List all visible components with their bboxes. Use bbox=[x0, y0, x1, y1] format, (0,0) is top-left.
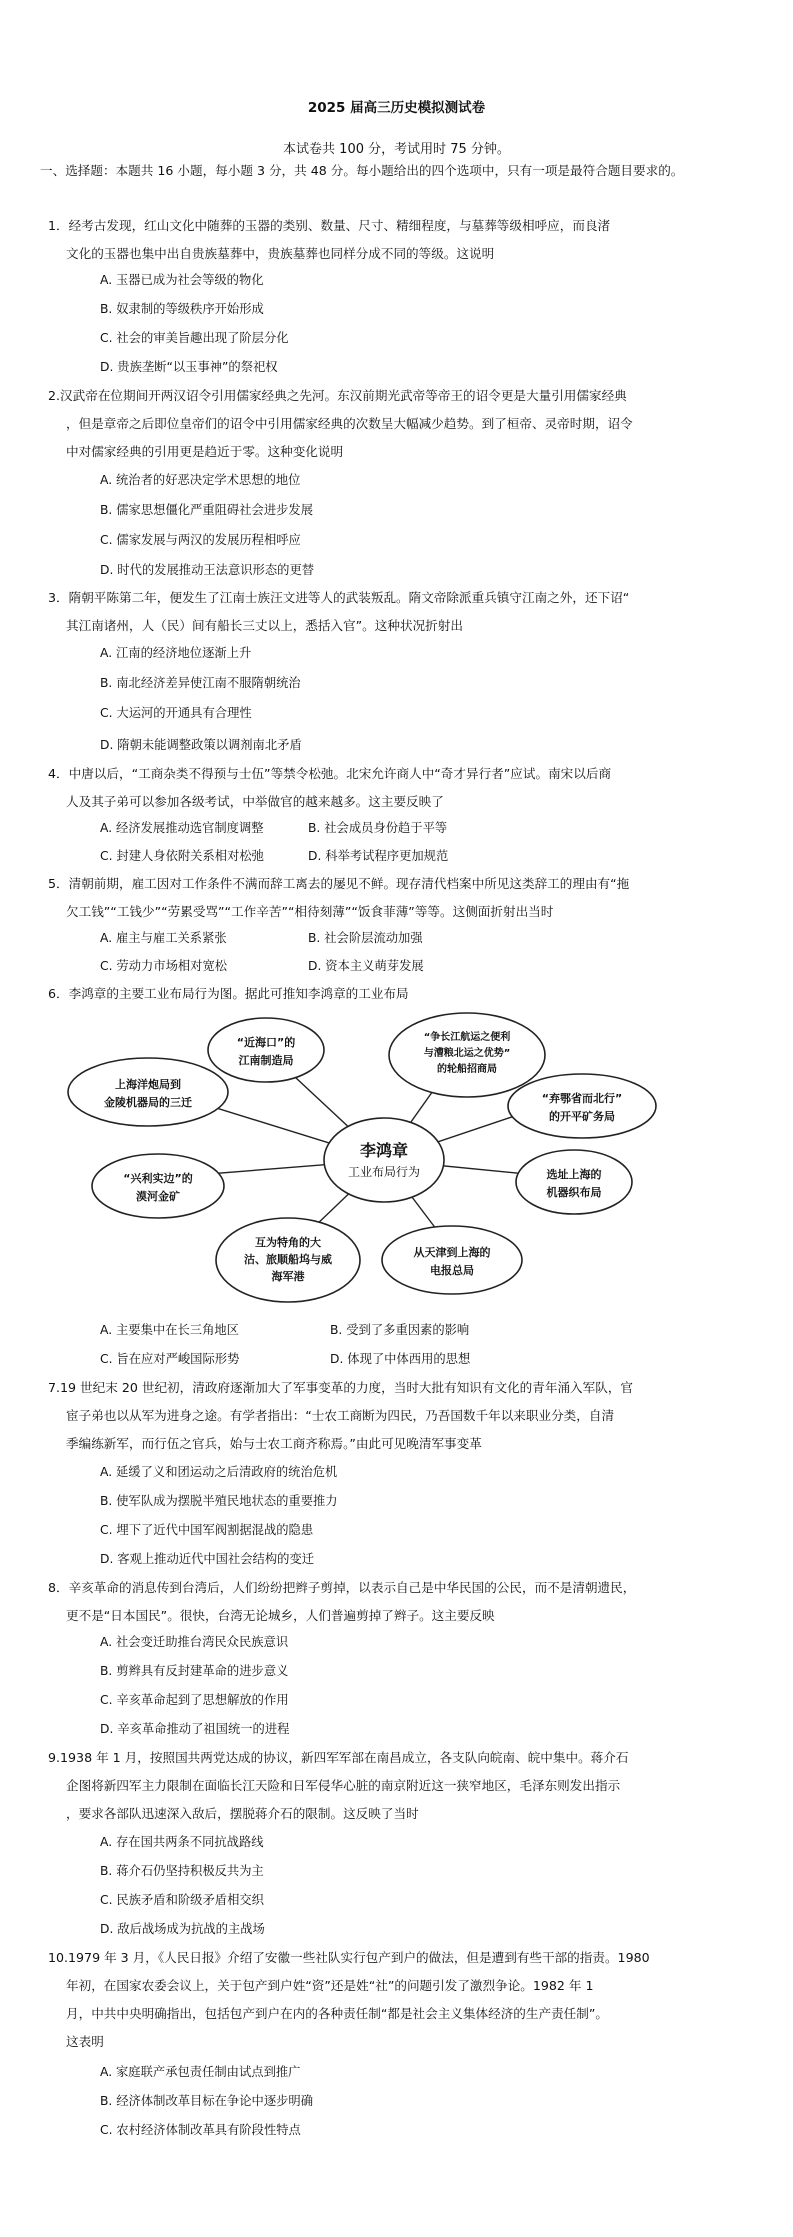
stem-line: 1938 年 1 月，按照国共两党达成的协议，新四军军部在南昌成立，各支队向皖南、皖中集中。蒋介石 bbox=[60, 1750, 629, 1765]
section-instructions: 一、选择题：本题共 16 小题，每小题 3 分，共 48 分。每小题给出的四个选项中，只有一项是最符合题目要求的。 bbox=[40, 163, 684, 178]
node-label: 沽、旅顺船坞与威 bbox=[244, 1253, 332, 1266]
option-c[interactable]: C. 儒家发展与两汉的发展历程相呼应 bbox=[100, 533, 301, 547]
question-stem bbox=[48, 1744, 753, 1828]
diagram-node-5 bbox=[382, 1226, 522, 1294]
question-number: 4． bbox=[48, 766, 69, 781]
node-label: 金陵机器局的三迁 bbox=[104, 1096, 192, 1109]
option-b[interactable]: B. 儒家思想僵化严重阻碍社会进步发展 bbox=[100, 503, 314, 517]
stem-line: 欠工钱”“工钱少”“劳累受骂”“工作辛苦”“相待刻薄”“饭食菲薄”等等。这侧面折射出当时 bbox=[66, 904, 554, 919]
question-number: 1． bbox=[48, 218, 69, 233]
node-label: 互为特角的大 bbox=[255, 1236, 321, 1249]
node-label: 江南制造局 bbox=[238, 1054, 294, 1067]
option-d[interactable]: D. 资本主义萌芽发展 bbox=[308, 959, 424, 973]
question-4 bbox=[48, 760, 753, 816]
stem-line: 隋朝平陈第二年，便发生了江南士族汪文进等人的武装叛乱。隋文帝除派重兵镇守江南之外，还下诏“ bbox=[68, 590, 630, 605]
node-label: 选址上海的 bbox=[546, 1168, 602, 1181]
option-b[interactable]: B. 奴隶制的等级秩序开始形成 bbox=[100, 302, 264, 316]
option-b[interactable]: B. 社会成员身份趋于平等 bbox=[308, 821, 448, 835]
stem-line: 中对儒家经典的引用更是趋近于零。这种变化说明 bbox=[66, 444, 344, 459]
option-c[interactable]: C. 大运河的开通具有合理性 bbox=[100, 706, 252, 720]
question-number: 8． bbox=[48, 1580, 69, 1595]
stem-line: 经考古发现，红山文化中随葬的玉器的类别、数量、尺寸、精细程度，与墓葬等级相呼应，而良渚 bbox=[68, 218, 611, 233]
option-b[interactable]: B. 社会阶层流动加强 bbox=[308, 931, 423, 945]
diagram-node-4 bbox=[516, 1150, 632, 1214]
stem-line: 这表明 bbox=[66, 2034, 104, 2049]
question-3 bbox=[48, 584, 753, 640]
li-hongzhang-diagram bbox=[62, 1010, 702, 1310]
question-number: 3． bbox=[48, 590, 69, 605]
stem-line: 1979 年 3 月，《人民日报》介绍了安徽一些社队实行包产到户的做法，但是遭到有些干部的指责。1980 bbox=[68, 1950, 650, 1965]
node-label: 电报总局 bbox=[430, 1264, 474, 1277]
diagram-node-1 bbox=[208, 1018, 324, 1082]
question-stem bbox=[48, 760, 753, 816]
stem-line: 清朝前期，雇工因对工作条件不满而辞工离去的屡见不鲜。现存清代档案中所见这类辞工的理由有“拖 bbox=[68, 876, 630, 891]
option-b[interactable]: B. 蒋介石仍坚持积极反共为主 bbox=[100, 1864, 264, 1878]
option-c[interactable]: C. 旨在应对严峻国际形势 bbox=[100, 1352, 240, 1366]
diagram-node-8 bbox=[68, 1058, 228, 1126]
option-a[interactable]: A. 江南的经济地位逐渐上升 bbox=[100, 646, 252, 660]
node-label: 与漕粮北运之优势” bbox=[423, 1048, 511, 1059]
stem-line: 月，中共中央明确指出，包括包产到户在内的各种责任制“都是社会主义集体经济的生产责任制”。 bbox=[66, 2006, 608, 2021]
option-a[interactable]: A. 家庭联产承包责任制由试点到推广 bbox=[100, 2065, 301, 2079]
question-stem bbox=[48, 1944, 753, 2056]
diagram-node-3 bbox=[508, 1074, 656, 1138]
question-number: 5． bbox=[48, 876, 69, 891]
question-stem bbox=[48, 1574, 753, 1630]
node-label: “弃鄂省而北行” bbox=[541, 1092, 623, 1105]
node-label: 的轮船招商局 bbox=[437, 1064, 497, 1075]
option-d[interactable]: D. 贵族垄断“以玉事神”的祭祀权 bbox=[100, 360, 278, 374]
question-8 bbox=[48, 1574, 753, 1630]
option-d[interactable]: D. 隋朝未能调整政策以调剂南北矛盾 bbox=[100, 738, 302, 752]
question-number: 2. bbox=[48, 388, 61, 403]
option-b[interactable]: B. 剪辫具有反封建革命的进步意义 bbox=[100, 1664, 289, 1678]
question-stem bbox=[48, 584, 753, 640]
option-a[interactable]: A. 延缓了义和团运动之后清政府的统治危机 bbox=[100, 1465, 338, 1479]
center-label-1: 李鸿章 bbox=[359, 1141, 409, 1160]
option-c[interactable]: C. 埋下了近代中国军阀割据混战的隐患 bbox=[100, 1523, 314, 1537]
stem-line: 其江南诸州，人（民）间有船长三丈以上，悉括入官”。这种状况折射出 bbox=[66, 618, 463, 633]
node-label: 上海洋炮局到 bbox=[115, 1078, 181, 1091]
option-b[interactable]: B. 南北经济差异使江南不服隋朝统治 bbox=[100, 676, 301, 690]
node-label: 机器织布局 bbox=[546, 1186, 602, 1199]
stem-line: 季编练新军，而行伍之官兵，始与士农工商齐称焉。”由此可见晚清军事变革 bbox=[66, 1436, 482, 1451]
option-c[interactable]: C. 社会的审美旨趣出现了阶层分化 bbox=[100, 331, 289, 345]
option-a[interactable]: A. 社会变迁助推台湾民众民族意识 bbox=[100, 1635, 289, 1649]
question-number: 9. bbox=[48, 1750, 61, 1765]
option-c[interactable]: C. 农村经济体制改革具有阶段性特点 bbox=[100, 2123, 301, 2137]
option-d[interactable]: D. 体现了中体西用的思想 bbox=[330, 1352, 471, 1366]
option-a[interactable]: A. 玉器已成为社会等级的物化 bbox=[100, 273, 264, 287]
question-stem bbox=[48, 980, 753, 1008]
question-7 bbox=[48, 1374, 753, 1458]
option-d[interactable]: D. 时代的发展推动王法意识形态的更替 bbox=[100, 563, 315, 577]
question-number: 10. bbox=[48, 1950, 69, 1965]
option-d[interactable]: D. 敌后战场成为抗战的主战场 bbox=[100, 1922, 265, 1936]
stem-line: 李鸿章的主要工业布局行为图。据此可推知李鸿章的工业布局 bbox=[68, 986, 409, 1001]
stem-line: 年初，在国家农委会议上，关于包产到户姓“资”还是姓“社”的问题引发了激烈争论。1982 年 1 bbox=[66, 1978, 594, 1993]
question-stem bbox=[48, 870, 753, 926]
diagram-svg bbox=[62, 1010, 702, 1310]
option-a[interactable]: A. 统治者的好恶决定学术思想的地位 bbox=[100, 473, 301, 487]
stem-line: 人及其子弟可以参加各级考试，中举做官的越来越多。这主要反映了 bbox=[66, 794, 444, 809]
node-label: “近海口”的 bbox=[236, 1036, 296, 1049]
question-5 bbox=[48, 870, 753, 926]
question-number: 7. bbox=[48, 1380, 61, 1395]
question-2 bbox=[48, 382, 753, 466]
exam-subtitle: 本试卷共 100 分，考试用时 75 分钟。 bbox=[283, 142, 510, 157]
stem-line: 宦子弟也以从军为进身之途。有学者指出：“士农工商断为四民，乃吾国数千年以来职业分类，自清 bbox=[66, 1408, 615, 1423]
node-label: “兴利实边”的 bbox=[123, 1172, 193, 1185]
option-d[interactable]: D. 辛亥革命推动了祖国统一的进程 bbox=[100, 1722, 290, 1736]
question-6 bbox=[48, 980, 753, 1008]
question-stem bbox=[48, 212, 753, 268]
stem-line: 企图将新四军主力限制在面临长江天险和日军侵华心脏的南京附近这一狭窄地区，毛泽东则发出指示 bbox=[66, 1778, 621, 1793]
option-b[interactable]: B. 经济体制改革目标在争论中逐步明确 bbox=[100, 2094, 314, 2108]
question-1 bbox=[48, 212, 753, 268]
node-label: “争长江航运之便利 bbox=[423, 1032, 511, 1043]
stem-line: 更不是“日本国民”。很快，台湾无论城乡，人们普遍剪掉了辫子。这主要反映 bbox=[66, 1608, 495, 1623]
option-c[interactable]: C. 劳动力市场相对宽松 bbox=[100, 959, 228, 973]
question-stem bbox=[48, 1374, 753, 1458]
option-a[interactable]: A. 雇主与雇工关系紧张 bbox=[100, 931, 227, 945]
diagram-node-7 bbox=[92, 1154, 224, 1218]
question-number: 6． bbox=[48, 986, 69, 1001]
stem-line: 辛亥革命的消息传到台湾后，人们纷纷把辫子剪掉，以表示自己是中华民国的公民，而不是清朝遗民， bbox=[68, 1580, 636, 1595]
option-a[interactable]: A. 主要集中在长三角地区 bbox=[100, 1323, 239, 1337]
stem-line: 中唐以后，“工商杂类不得预与士伍”等禁令松弛。北宋允许商人中“奇才异行者”应试。南宋以后商 bbox=[68, 766, 612, 781]
option-a[interactable]: A. 存在国共两条不同抗战路线 bbox=[100, 1835, 264, 1849]
exam-title: 2025 届高三历史模拟测试卷 bbox=[307, 100, 486, 116]
stem-line: ，要求各部队迅速深入敌后，摆脱蒋介石的限制。这反映了当时 bbox=[66, 1806, 419, 1821]
option-d[interactable]: D. 科举考试程序更加规范 bbox=[308, 849, 449, 863]
option-a[interactable]: A. 经济发展推动选官制度调整 bbox=[100, 821, 264, 835]
option-c[interactable]: C. 辛亥革命起到了思想解放的作用 bbox=[100, 1693, 289, 1707]
stem-line: 19 世纪末 20 世纪初，清政府逐渐加大了军事变革的力度，当时大批有知识有文化的青年涌入军队，官 bbox=[60, 1380, 634, 1395]
option-c[interactable]: C. 民族矛盾和阶级矛盾相交织 bbox=[100, 1893, 264, 1907]
option-b[interactable]: B. 受到了多重因素的影响 bbox=[330, 1323, 470, 1337]
center-label-2: 工业布局行为 bbox=[347, 1165, 421, 1179]
node-label: 从天津到上海的 bbox=[413, 1246, 491, 1259]
question-9 bbox=[48, 1744, 753, 1828]
option-d[interactable]: D. 客观上推动近代中国社会结构的变迁 bbox=[100, 1552, 315, 1566]
question-10 bbox=[48, 1944, 753, 2056]
node-label: 海军港 bbox=[271, 1270, 305, 1283]
option-c[interactable]: C. 封建人身依附关系相对松弛 bbox=[100, 849, 264, 863]
diagram-center-node bbox=[324, 1118, 444, 1202]
option-b[interactable]: B. 使军队成为摆脱半殖民地状态的重要推力 bbox=[100, 1494, 338, 1508]
node-label: 的开平矿务局 bbox=[549, 1110, 615, 1123]
node-label: 漠河金矿 bbox=[136, 1190, 180, 1203]
stem-line: ，但是章帝之后即位皇帝们的诏令中引用儒家经典的次数呈大幅减少趋势。到了桓帝、灵帝时期，诏令 bbox=[66, 416, 633, 431]
stem-line: 汉武帝在位期间开两汉诏令引用儒家经典之先河。东汉前期光武帝等帝王的诏令更是大量引用儒家经典 bbox=[60, 388, 627, 403]
question-stem bbox=[48, 382, 753, 466]
stem-line: 文化的玉器也集中出自贵族墓葬中，贵族墓葬也同样分成不同的等级。这说明 bbox=[66, 246, 495, 261]
